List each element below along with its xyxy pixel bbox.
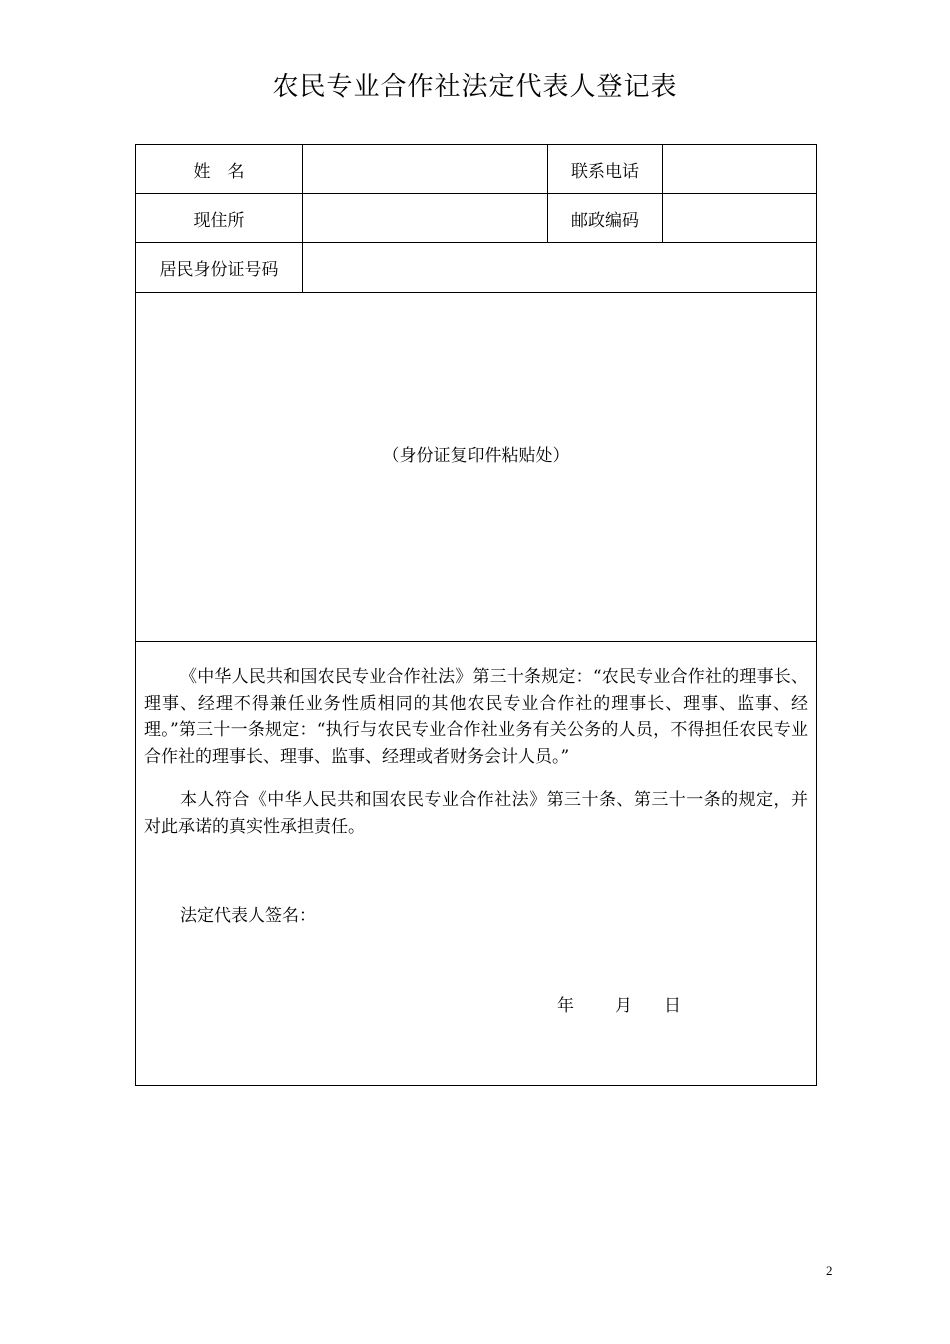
day-label: 日 xyxy=(664,996,681,1016)
row-divider xyxy=(136,641,816,642)
phone-field[interactable] xyxy=(663,145,816,193)
address-field[interactable] xyxy=(303,194,547,242)
address-label: 现住所 xyxy=(193,210,245,231)
phone-label: 联系电话 xyxy=(571,161,639,182)
month-label: 月 xyxy=(615,996,632,1016)
declaration-paragraph-2: 本人符合《中华人民共和国农民专业合作社法》第三十条、第三十一条的规定，并对此承诺的真实性承担责任。 xyxy=(144,790,808,837)
year-label: 年 xyxy=(557,996,574,1016)
name-label: 姓 名 xyxy=(193,161,245,182)
postcode-field[interactable] xyxy=(663,194,816,242)
id-copy-placeholder: （身份证复印件粘贴处） xyxy=(382,446,570,466)
postcode-label: 邮政编码 xyxy=(571,210,639,231)
name-field[interactable] xyxy=(303,145,547,193)
id-number-label: 居民身份证号码 xyxy=(159,260,279,280)
signature-label: 法定代表人签名： xyxy=(180,906,316,926)
page-title: 农民专业合作社法定代表人登记表 xyxy=(272,72,678,102)
id-number-field[interactable] xyxy=(303,243,816,292)
registration-form xyxy=(135,144,817,1086)
page-number: 2 xyxy=(826,1263,833,1278)
row-divider xyxy=(136,292,816,293)
declaration-paragraph-1: 《中华人民共和国农民专业合作社法》第三十条规定：“农民专业合作社的理事长、理事、经理不得兼任业务性质相同的其他农民专业合作社的理事长、理事、监事、经理。”第三十一条规定：“执行与农民专业合作社业务有关公务的人员，不得担任农民专业合作社的理事长、理事、监事、经理或者财务会计人员。” xyxy=(144,667,808,767)
